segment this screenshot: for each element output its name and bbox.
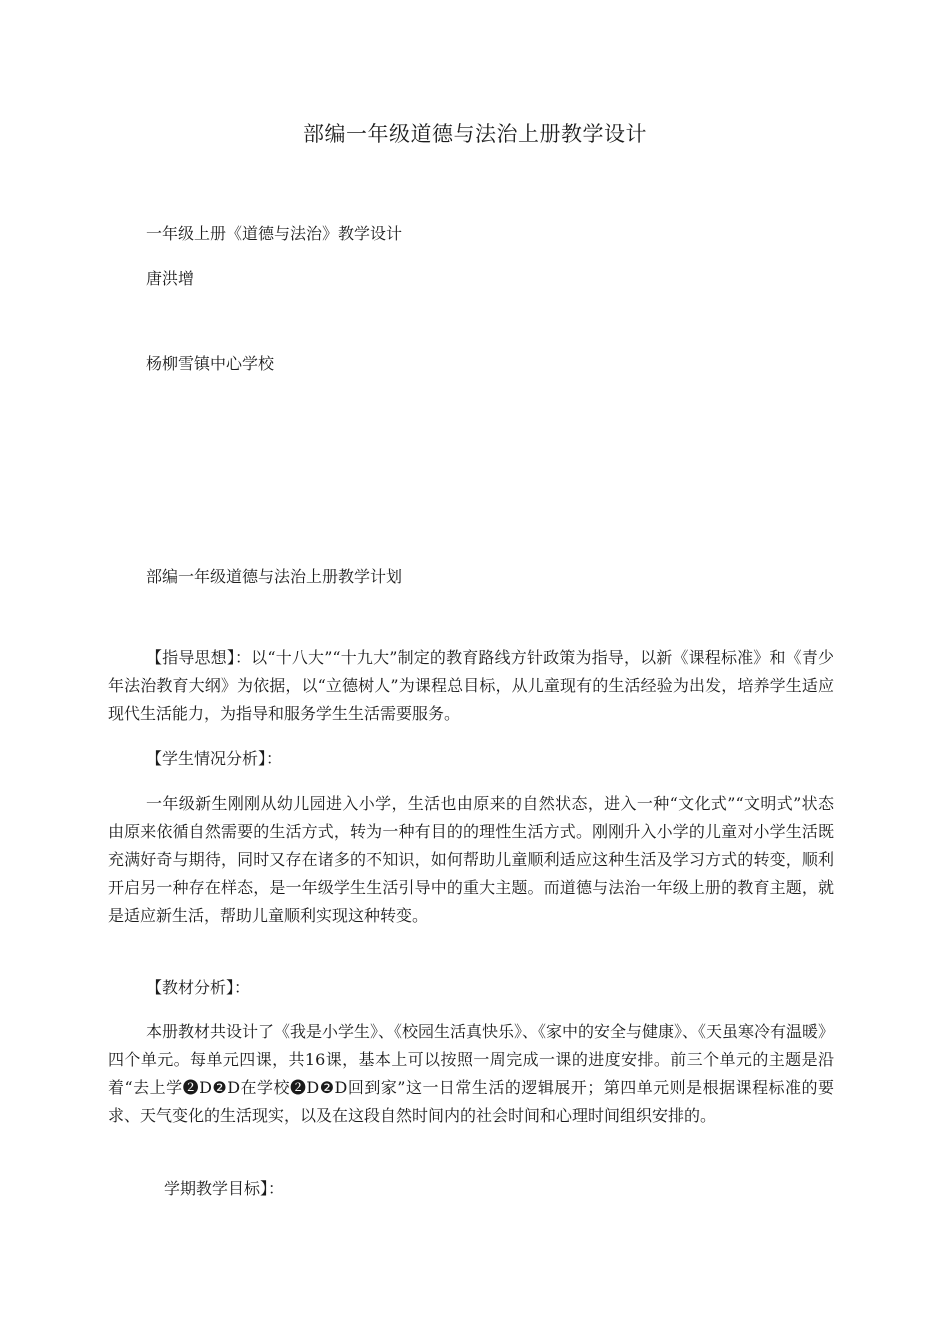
plan-title-line: 部编一年级道德与法治上册教学计划 [146,567,403,586]
material-analysis-paragraph: 本册教材共设计了《我是小学生》、《校园生活真快乐》、《家中的安全与健康》、《天虽寒冷有温暖》四个单元。每单元四课，共16课，基本上可以按照一周完成一课的进度安排。前三个单元的主题是沿着“去上学❷D❷D在学校❷D❷D回到家”这一日常生活的逻辑展开；第四单元则是根据课程标准的要求、天气变化的生活现实，以及在这段自然时间内的社会时间和心理时间组织安排的。 [108,1022,835,1125]
document-title: 部编一年级道德与法治上册教学设计 [303,122,647,146]
subtitle-line: 一年级上册《道德与法治》教学设计 [146,224,403,243]
material-analysis-heading: 【教材分析】： [146,978,251,997]
student-analysis-paragraph: 一年级新生刚刚从幼儿园进入小学，生活也由原来的自然状态，进入一种“文化式”“文明式”状态由原来依循自然需要的生活方式，转为一种有目的的理性生活方式。刚刚升入小学的儿童对小学生活既充满好奇与期待，同时又存在诸多的不知识，如何帮助儿童顺利适应这种生活及学习方式的转变，顺利开启另一种存在样态，是一年级学生生活引导中的重大主题。而道德与法治一年级上册的教育主题，就是适应新生活，帮助儿童顺利实现这种转变。 [108,794,834,925]
student-analysis-heading: 【学生情况分析】： [146,749,283,768]
guiding-idea-paragraph: 【指导思想】：以“十八大”“十九大”制定的教育路线方针政策为指导，以新《课程标准》和《青少年法治教育大纲》为依据，以“立德树人”为课程总目标，从儿童现有的生活经验为出发，培养学生适应现代生活能力，为指导和服务学生生活需要服务。 [108,648,834,723]
school-line: 杨柳雪镇中心学校 [146,354,275,373]
goals-heading: 学期教学目标】： [164,1179,285,1198]
author-line: 唐洪增 [146,269,195,288]
